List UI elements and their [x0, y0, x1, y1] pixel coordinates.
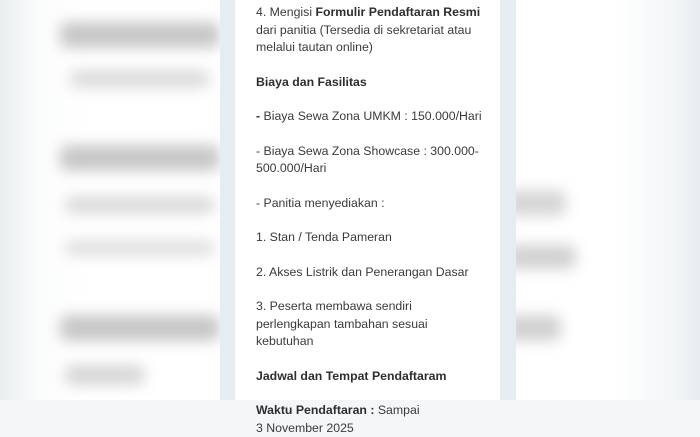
article-panel: [235, 0, 500, 435]
blurred-text-block: [60, 315, 220, 341]
blurred-text-block: [65, 365, 145, 385]
fee-umkm-text: Biaya Sewa Zona UMKM : 150.000/Hari: [263, 109, 482, 123]
blurred-background-right: [516, 0, 700, 400]
registration-period: [256, 402, 500, 437]
blurred-text-block: [65, 196, 215, 214]
facility-item-2: 2. Akses Listrik dan Penerangan Dasar: [256, 264, 469, 279]
article-content: [256, 4, 500, 437]
panel-border-left: [220, 0, 235, 400]
blurred-background-left: [0, 0, 220, 400]
facility-item-3: 3. Peserta membawa sendiri perlengkapan tambahan sesuai kebutuhan: [256, 299, 428, 348]
committee-provides: - Panitia menyediakan :: [256, 195, 385, 210]
registration-value-line2: 3 November 2025: [256, 420, 354, 435]
blurred-text-block: [60, 22, 220, 48]
schedule-heading: [256, 368, 500, 386]
schedule-heading-text: Jadwal dan Tempat Pendaftaram: [256, 368, 447, 383]
fee-showcase: - Biaya Sewa Zona Showcase : 300.000-500.000/Hari: [256, 143, 479, 175]
fees-heading-text: Biaya dan Fasilitas: [256, 74, 367, 89]
fees-heading: [256, 74, 500, 92]
blurred-text-block: [70, 70, 210, 88]
panel-border-right: [500, 0, 516, 400]
fee-umkm: [256, 108, 500, 126]
blurred-text-block: [506, 245, 576, 269]
step-4-bold-form: Formulir Pendaftaran: [315, 5, 440, 19]
requirement-step-4: [256, 4, 500, 57]
step-4-suffix: dari panitia (Tersedia di sekretariat atau melalui tautan online): [256, 22, 472, 54]
fee-umkm-dash: -: [256, 109, 264, 123]
registration-value-line1: Sampai: [374, 403, 420, 417]
blurred-text-block: [60, 145, 220, 171]
blurred-text-block: [65, 240, 215, 256]
step-4-bold-official: Resmi: [443, 5, 481, 19]
step-4-prefix: 4. Mengisi: [256, 5, 316, 19]
facility-item-1: 1. Stan / Tenda Pameran: [256, 230, 392, 244]
registration-label: Waktu Pendaftaran :: [256, 403, 375, 417]
